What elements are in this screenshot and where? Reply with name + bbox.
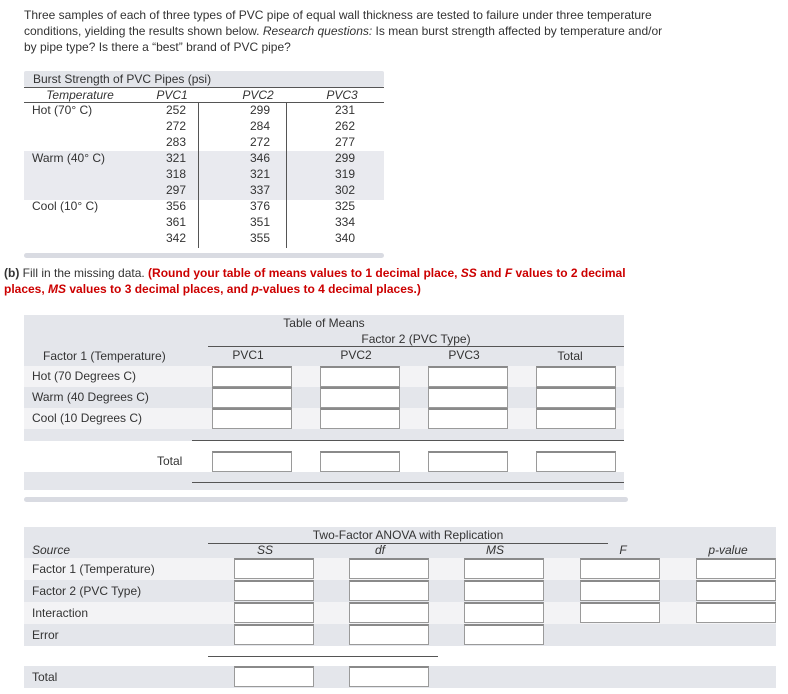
table-cell: 284 (249, 119, 271, 133)
row-warm: Warm (40 Degrees C) (32, 390, 149, 404)
mean-input-cool-pvc1[interactable] (212, 408, 292, 429)
table-cell: 252 (165, 103, 187, 117)
table-cell: 272 (165, 119, 187, 133)
table-cell: 231 (334, 103, 356, 117)
anova-total-label: Total (32, 670, 58, 684)
table-cell: 272 (249, 135, 271, 149)
ss-input-factor1[interactable] (234, 558, 314, 579)
means-bottom-rule (192, 482, 624, 483)
col-source: Source (32, 543, 71, 557)
table-cell: 356 (165, 199, 187, 213)
group-label-cool: Cool (10° C) (32, 199, 99, 213)
mean-input-grand-total[interactable] (536, 451, 616, 472)
anova-title: Two-Factor ANOVA with Replication (312, 528, 504, 542)
table-cell: 342 (165, 231, 187, 245)
part-b-instructions: (b) Fill in the missing data. (Round your table of means values to 1 decimal place, SS and F values to 2 decimal places, MS values to 3 decimal places, and p-values to 4 decimal places.) (4, 266, 626, 296)
intro-text-after: Is mean burst strength affected by temperature and/or by pipe type? Is there a “best” brand of PVC pipe? (24, 24, 663, 54)
col-pvc1: PVC1 (232, 348, 264, 362)
part-label: (b) (4, 266, 20, 280)
means-table-title: Table of Means (283, 316, 365, 330)
table-cell: 334 (334, 215, 356, 229)
table-cell: 262 (334, 119, 356, 133)
table-cell: 361 (165, 215, 187, 229)
factor1-label: Factor 1 (Temperature) (43, 349, 166, 363)
col-df: df (374, 543, 385, 557)
df-input-factor2[interactable] (349, 580, 429, 601)
table-cell: 318 (165, 167, 187, 181)
ss-input-factor2[interactable] (234, 580, 314, 601)
f-input-interaction[interactable] (580, 602, 660, 623)
source-interaction: Interaction (32, 606, 89, 620)
ms-input-error[interactable] (464, 624, 544, 645)
mean-input-total-pvc2[interactable] (320, 451, 400, 472)
table-cell: 277 (334, 135, 356, 149)
burst-table-caption: Burst Strength of PVC Pipes (psi) (24, 71, 384, 87)
col-divider (198, 102, 199, 248)
table-cell: 351 (249, 215, 271, 229)
ss-input-total[interactable] (234, 666, 314, 687)
means-total-label: Total (157, 454, 183, 468)
mean-input-hot-pvc2[interactable] (320, 366, 400, 387)
col-f: F (619, 543, 627, 557)
table-cell: 321 (249, 167, 271, 181)
mean-input-cool-pvc3[interactable] (428, 408, 508, 429)
f-input-factor1[interactable] (580, 558, 660, 579)
df-input-error[interactable] (349, 624, 429, 645)
col-pvc2: PVC2 (340, 348, 372, 362)
table-cell: 355 (249, 231, 271, 245)
col-header-pvc1: PVC1 (156, 88, 188, 102)
df-input-total[interactable] (349, 666, 429, 687)
df-input-interaction[interactable] (349, 602, 429, 623)
table-cell: 299 (249, 103, 271, 117)
mean-input-warm-pvc2[interactable] (320, 387, 400, 408)
ms-input-factor2[interactable] (464, 580, 544, 601)
section-divider (24, 497, 628, 502)
p-input-factor1[interactable] (696, 558, 776, 579)
col-ms: MS (486, 543, 504, 557)
table-cell: 283 (165, 135, 187, 149)
table-cell: 376 (249, 199, 271, 213)
factor2-label: Factor 2 (PVC Type) (361, 332, 471, 346)
col-header-pvc2: PVC2 (242, 88, 274, 102)
table-cell: 299 (334, 151, 356, 165)
group-label-warm: Warm (40° C) (32, 151, 106, 165)
table-cell: 337 (249, 183, 271, 197)
p-input-factor2[interactable] (696, 580, 776, 601)
col-divider (286, 102, 287, 248)
mean-input-cool-total[interactable] (536, 408, 616, 429)
mean-input-total-pvc3[interactable] (428, 451, 508, 472)
mean-input-cool-pvc2[interactable] (320, 408, 400, 429)
problem-statement (24, 7, 664, 55)
col-ss: SS (256, 543, 273, 557)
ms-input-interaction[interactable] (464, 602, 544, 623)
mean-input-hot-total[interactable] (536, 366, 616, 387)
table-cell: 319 (334, 167, 356, 181)
col-header-temperature: Temperature (46, 88, 114, 102)
intro-text: Three samples of each of three types of PVC pipe of equal wall thickness are tested to failure under three temperature conditions, yielding the results shown below. (24, 8, 652, 38)
f-input-factor2[interactable] (580, 580, 660, 601)
research-questions-label: Research questions: (262, 24, 373, 38)
source-factor1: Factor 1 (Temperature) (32, 562, 155, 576)
mean-input-warm-pvc1[interactable] (212, 387, 292, 408)
means-footer-band (24, 472, 624, 490)
df-input-factor1[interactable] (349, 558, 429, 579)
mean-input-hot-pvc1[interactable] (212, 366, 292, 387)
col-total: Total (557, 349, 583, 363)
p-input-interaction[interactable] (696, 602, 776, 623)
row-hot: Hot (70 Degrees C) (32, 369, 137, 383)
table-cell: 340 (334, 231, 356, 245)
means-total-rule (192, 440, 624, 441)
source-factor2: Factor 2 (PVC Type) (32, 584, 142, 598)
ss-input-error[interactable] (234, 624, 314, 645)
mean-input-total-pvc1[interactable] (212, 451, 292, 472)
group-label-hot: Hot (70° C) (32, 103, 93, 117)
anova-total-rule (208, 656, 438, 657)
col-p-value: p-value (708, 543, 748, 557)
table-cell: 325 (334, 199, 356, 213)
col-pvc3: PVC3 (448, 348, 480, 362)
source-error: Error (32, 628, 59, 642)
table-cell: 297 (165, 183, 187, 197)
mean-input-warm-pvc3[interactable] (428, 387, 508, 408)
ss-input-interaction[interactable] (234, 602, 314, 623)
table-cell: 346 (249, 151, 271, 165)
ms-input-factor1[interactable] (464, 558, 544, 579)
mean-input-warm-total[interactable] (536, 387, 616, 408)
col-header-pvc3: PVC3 (326, 88, 358, 102)
mean-input-hot-pvc3[interactable] (428, 366, 508, 387)
table-cell: 302 (334, 183, 356, 197)
row-cool: Cool (10 Degrees C) (32, 411, 143, 425)
table-cell: 321 (165, 151, 187, 165)
section-divider (24, 253, 384, 258)
